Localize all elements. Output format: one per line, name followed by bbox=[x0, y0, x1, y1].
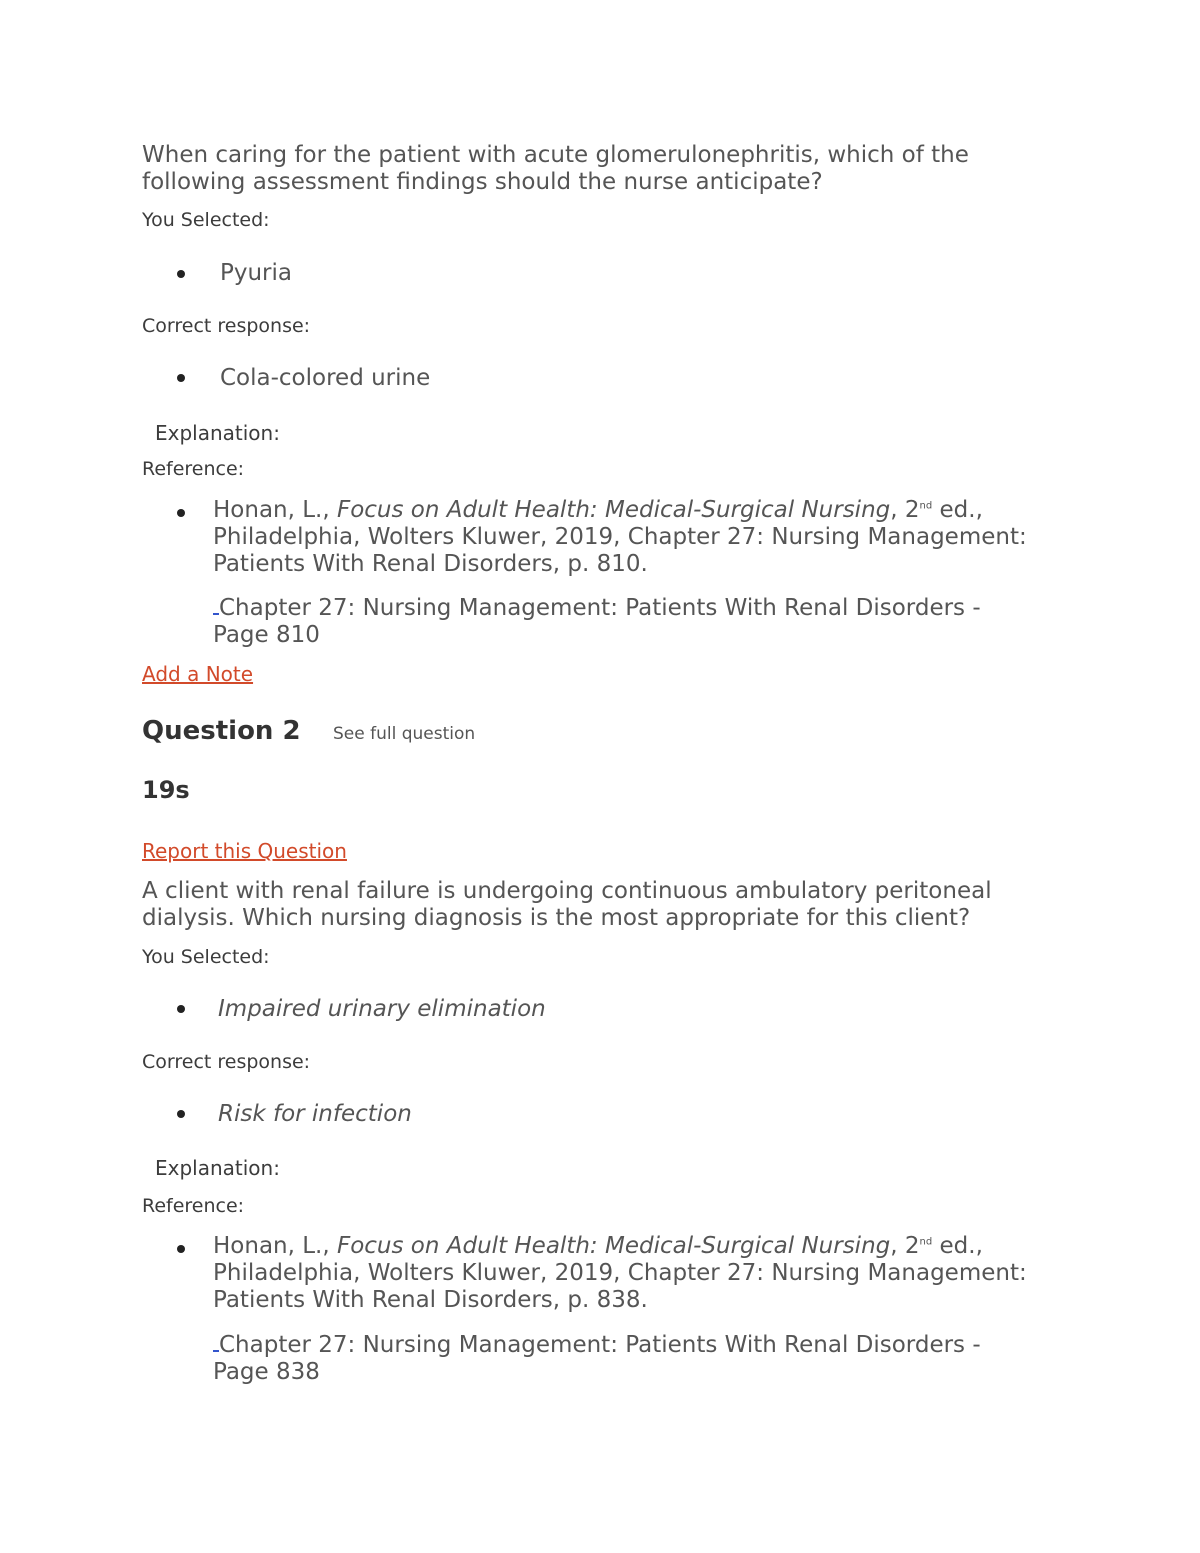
question-2-text: A client with renal failure is undergoing continuous ambulatory peritoneal dialysis. Which nursing diagnosis is the most appropriate for this client? bbox=[142, 878, 992, 931]
bullet-icon bbox=[177, 1110, 185, 1118]
chapter-reference: Chapter 27: Nursing Management: Patients With Renal Disorders - Page 838 bbox=[213, 1332, 981, 1385]
you-selected-label: You Selected: bbox=[142, 209, 270, 231]
correct-answer: Cola-colored urine bbox=[220, 365, 431, 391]
bullet-icon bbox=[177, 509, 185, 517]
reference-citation: Honan, L., Focus on Adult Health: Medical-Surgical Nursing, 2nd ed., Philadelphia, Wolters Kluwer, 2019, Chapter 27: Nursing Management: Patients With Renal Disorders, p. 838. bbox=[213, 1233, 1027, 1313]
see-full-question-link[interactable]: See full question bbox=[333, 724, 476, 744]
reference-label: Reference: bbox=[142, 458, 245, 480]
correct-response-label: Correct response: bbox=[142, 1051, 311, 1073]
you-selected-label: You Selected: bbox=[142, 946, 270, 968]
reference-citation: Honan, L., Focus on Adult Health: Medical-Surgical Nursing, 2nd ed., Philadelphia, Wolters Kluwer, 2019, Chapter 27: Nursing Management: Patients With Renal Disorders, p. 810. bbox=[213, 497, 1027, 577]
add-note-link[interactable]: Add a Note bbox=[142, 662, 254, 686]
explanation-label: Explanation: bbox=[155, 1156, 280, 1180]
chapter-reference: Chapter 27: Nursing Management: Patients With Renal Disorders - Page 810 bbox=[213, 595, 981, 648]
bullet-icon bbox=[177, 1245, 185, 1253]
correct-answer: Risk for infection bbox=[218, 1101, 412, 1127]
report-question-link[interactable]: Report this Question bbox=[142, 839, 347, 863]
bullet-icon bbox=[177, 1005, 185, 1013]
selected-answer: Impaired urinary elimination bbox=[218, 996, 546, 1022]
correct-response-label: Correct response: bbox=[142, 315, 311, 337]
bullet-icon bbox=[177, 270, 185, 278]
bullet-icon bbox=[177, 374, 185, 382]
question-1-text: When caring for the patient with acute glomerulonephritis, which of the following assessment findings should the nurse anticipate? bbox=[142, 142, 969, 195]
question-2-heading: Question 2 bbox=[142, 716, 301, 746]
reference-label: Reference: bbox=[142, 1195, 245, 1217]
question-timer: 19s bbox=[142, 776, 190, 804]
explanation-label: Explanation: bbox=[155, 421, 280, 445]
selected-answer: Pyuria bbox=[220, 260, 292, 286]
